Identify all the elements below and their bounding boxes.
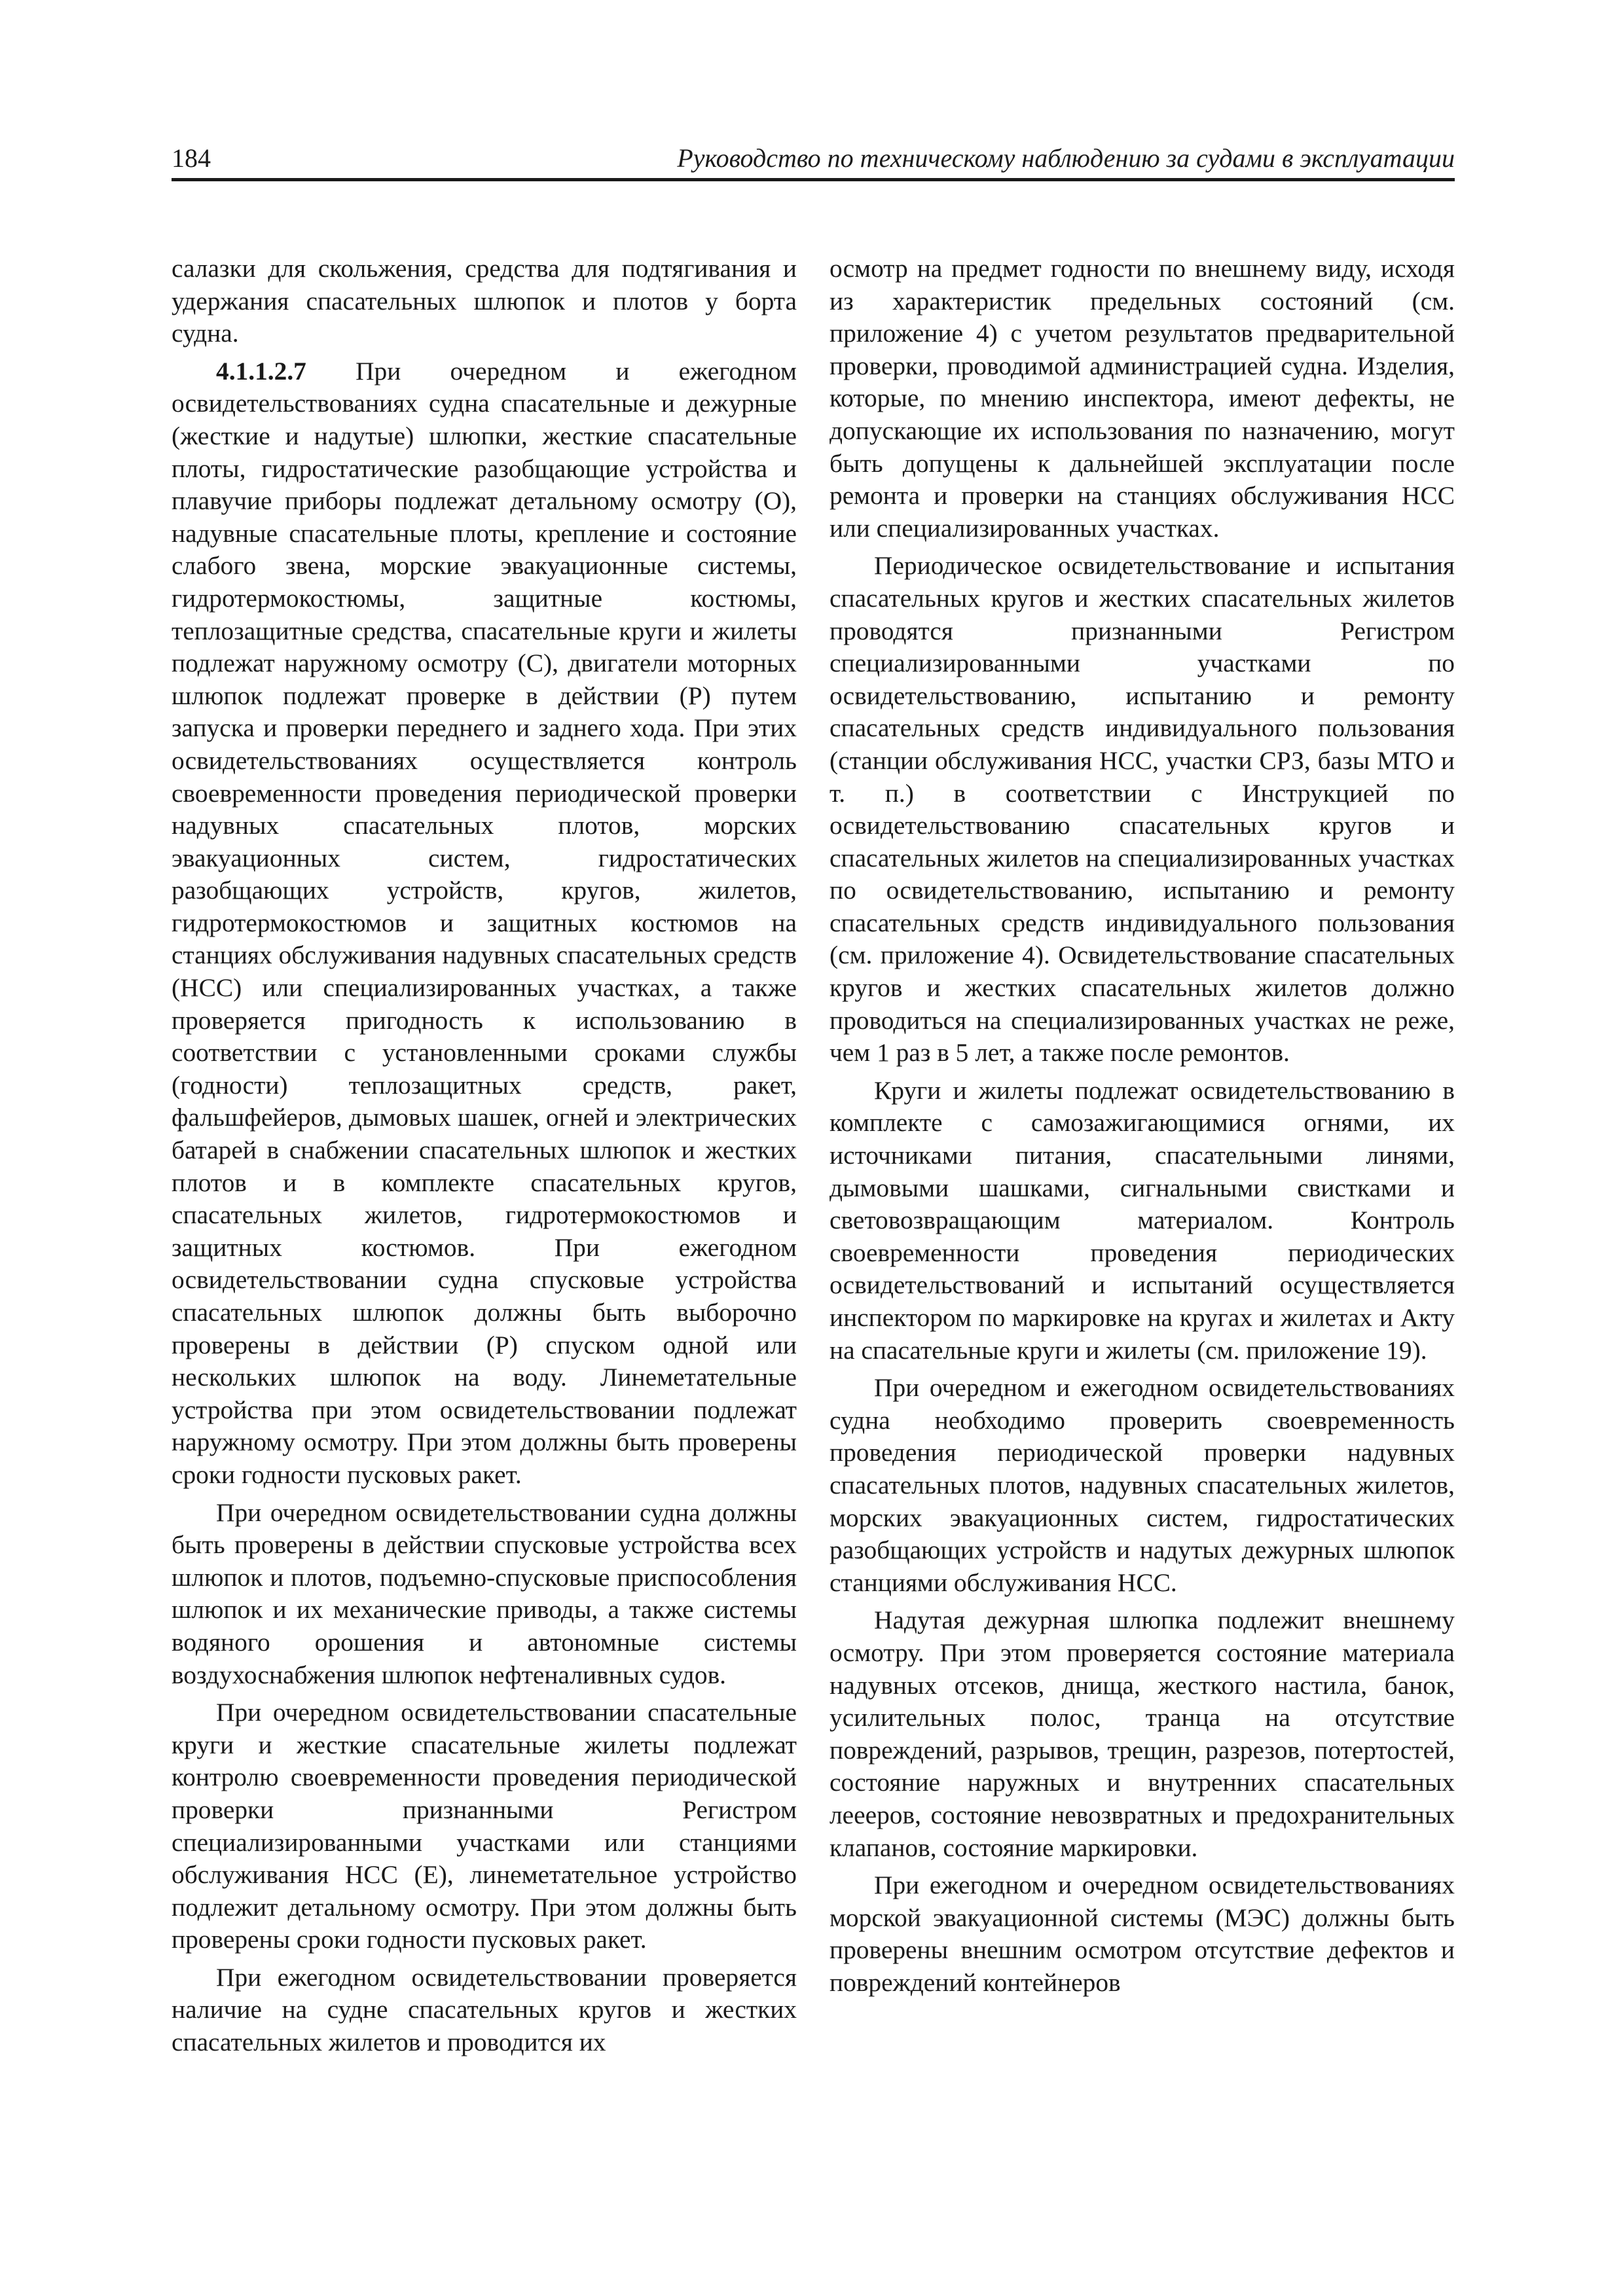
- running-title: Руководство по техническому наблюдению за судами в эксплуатации: [677, 143, 1455, 173]
- section-number: 4.1.1.2.7: [216, 356, 306, 386]
- paragraph-text: При очередном и ежегодном освидетельствованиях судна спасательные и дежурные (жесткие и надутые) шлюпки, жесткие спасательные плоты, гидростатические разобщающие устройства и плавучие приборы подлежат детальному осмотру (О), надувные спасательные плоты, крепление и состояние слабого звена, морские эвакуационные системы, гидротермокостюмы, защитные костюмы, теплозащитные средства, спасательные круги и жилеты подлежат наружному осмотру (С), двигатели моторных шлюпок подлежат проверке в действии (Р) путем запуска и проверки переднего и заднего хода. При этих освидетельствованиях осуществляется контроль своевременности проведения периодической проверки надувных спасательных плотов, морских эвакуационных систем, гидростатических разобщающих устройств, кругов, жилетов, гидротермокостюмов и защитных костюмов на станциях обслуживания надувных спасательных средств (НСС) или специализированных участках, а также проверяется пригодность к использованию в соответствии с установленными сроками службы (годности) теплозащитных средств, ракет, фальшфейеров, дымовых шашек, огней и электрических батарей в снабжении спасательных шлюпок и жестких плотов и в комплекте спасательных кругов, спасательных жилетов, гидротермокостюмов и защитных костюмов. При ежегодном освидетельствовании судна спусковые устройства спасательных шлюпок должны быть выборочно проверены в действии (Р) спуском одной или нескольких шлюпок на воду. Линеметательные устройства при этом освидетельствовании подлежат наружному осмотру. При этом должны быть проверены сроки годности пусковых ракет.: [172, 356, 797, 1489]
- paragraph: [172, 355, 797, 1492]
- paragraph: При очередном освидетельствовании судна должны быть проверены в действии спусковые устройства всех шлюпок и плотов, подъемно-спусковые приспособления шлюпок и их механические приводы, а также системы водяного орошения и автономные системы воздухоснабжения шлюпок нефтеналивных судов.: [172, 1498, 797, 1689]
- paragraph: Периодическое освидетельствование и испытания спасательных кругов и жестких спасательных жилетов проводятся признанными Регистром специализированными участками по освидетельствованию, испытанию и ремонту спасательных средств индивидуального пользования (станции обслуживания НСС, участки СРЗ, базы МТО и т. п.) в соответствии с Инструкцией по освидетельствованию спасательных кругов и спасательных жилетов на специализированных участках по освидетельствованию, испытанию и ремонту спасательных средств индивидуального пользования (см. приложение 4). Освидетельствование спасательных кругов и жестких спасательных жилетов должно проводиться на специализированных участках не реже, чем 1 раз в 5 лет, а также после ремонтов.: [830, 551, 1455, 1067]
- paragraph: При очередном и ежегодном освидетельствованиях судна необходимо проверить своевременность проведения периодической проверки надувных спасательных плотов, надувных спасательных жилетов, морских эвакуационных систем, гидростатических разобщающих устройств и надутых дежурных шлюпок станциями обслуживания НСС.: [830, 1373, 1455, 1597]
- page-number: 184: [172, 143, 211, 173]
- left-column: [172, 253, 797, 2064]
- paragraph: При ежегодном и очередном освидетельствованиях морской эвакуационной системы (МЭС) должны быть проверены внешним осмотром отсутствие дефектов и повреждений контейнеров: [830, 1871, 1455, 1997]
- paragraph: Круги и жилеты подлежат освидетельствованию в комплекте с самозажигающимися огнями, их источниками питания, спасательными линями, дымовыми шашками, сигнальными свистками и световозвращающим материалом. Контроль своевременности проведения периодических освидетельствований и испытаний осуществляется инспектором по маркировке на кругах и жилетах и Акту на спасательные круги и жилеты (см. приложение 19).: [830, 1075, 1455, 1365]
- header-rule: [172, 178, 1455, 181]
- paragraph: При очередном освидетельствовании спасательные круги и жесткие спасательные жилеты подлежат контролю своевременности проведения периодической проверки признанными Регистром специализированными участками или станциями обслуживания НСС (Е), линеметательное устройство подлежит детальному осмотру. При этом должны быть проверены сроки годности пусковых ракет.: [172, 1698, 797, 1954]
- paragraph: осмотр на предмет годности по внешнему виду, исходя из характеристик предельных состояний (см. приложение 4) с учетом результатов предварительной проверки, проводимой администрацией судна. Изделия, которые, по мнению инспектора, имеют дефекты, не допускающие их использования по назначению, могут быть допущены к дальнейшей эксплуатации после ремонта и проверки на станциях обслуживания НСС или специализированных участках.: [830, 254, 1455, 543]
- paragraph: При ежегодном освидетельствовании проверяется наличие на судне спасательных кругов и жестких спасательных жилетов и проводится их: [172, 1962, 797, 2057]
- right-column: [830, 253, 1455, 2004]
- paragraph: салазки для скольжения, средства для подтягивания и удержания спасательных шлюпок и плотов у борта судна.: [172, 254, 797, 348]
- paragraph: Надутая дежурная шлюпка подлежит внешнему осмотру. При этом проверяется состояние материала надувных отсеков, днища, жесткого настила, банок, усилительных полос, транца на отсутствие повреждений, разрывов, трещин, разрезов, потертостей, состояние наружных и внутренних спасательных леееров, состояние невозвратных и предохранительных клапанов, состояние маркировки.: [830, 1605, 1455, 1862]
